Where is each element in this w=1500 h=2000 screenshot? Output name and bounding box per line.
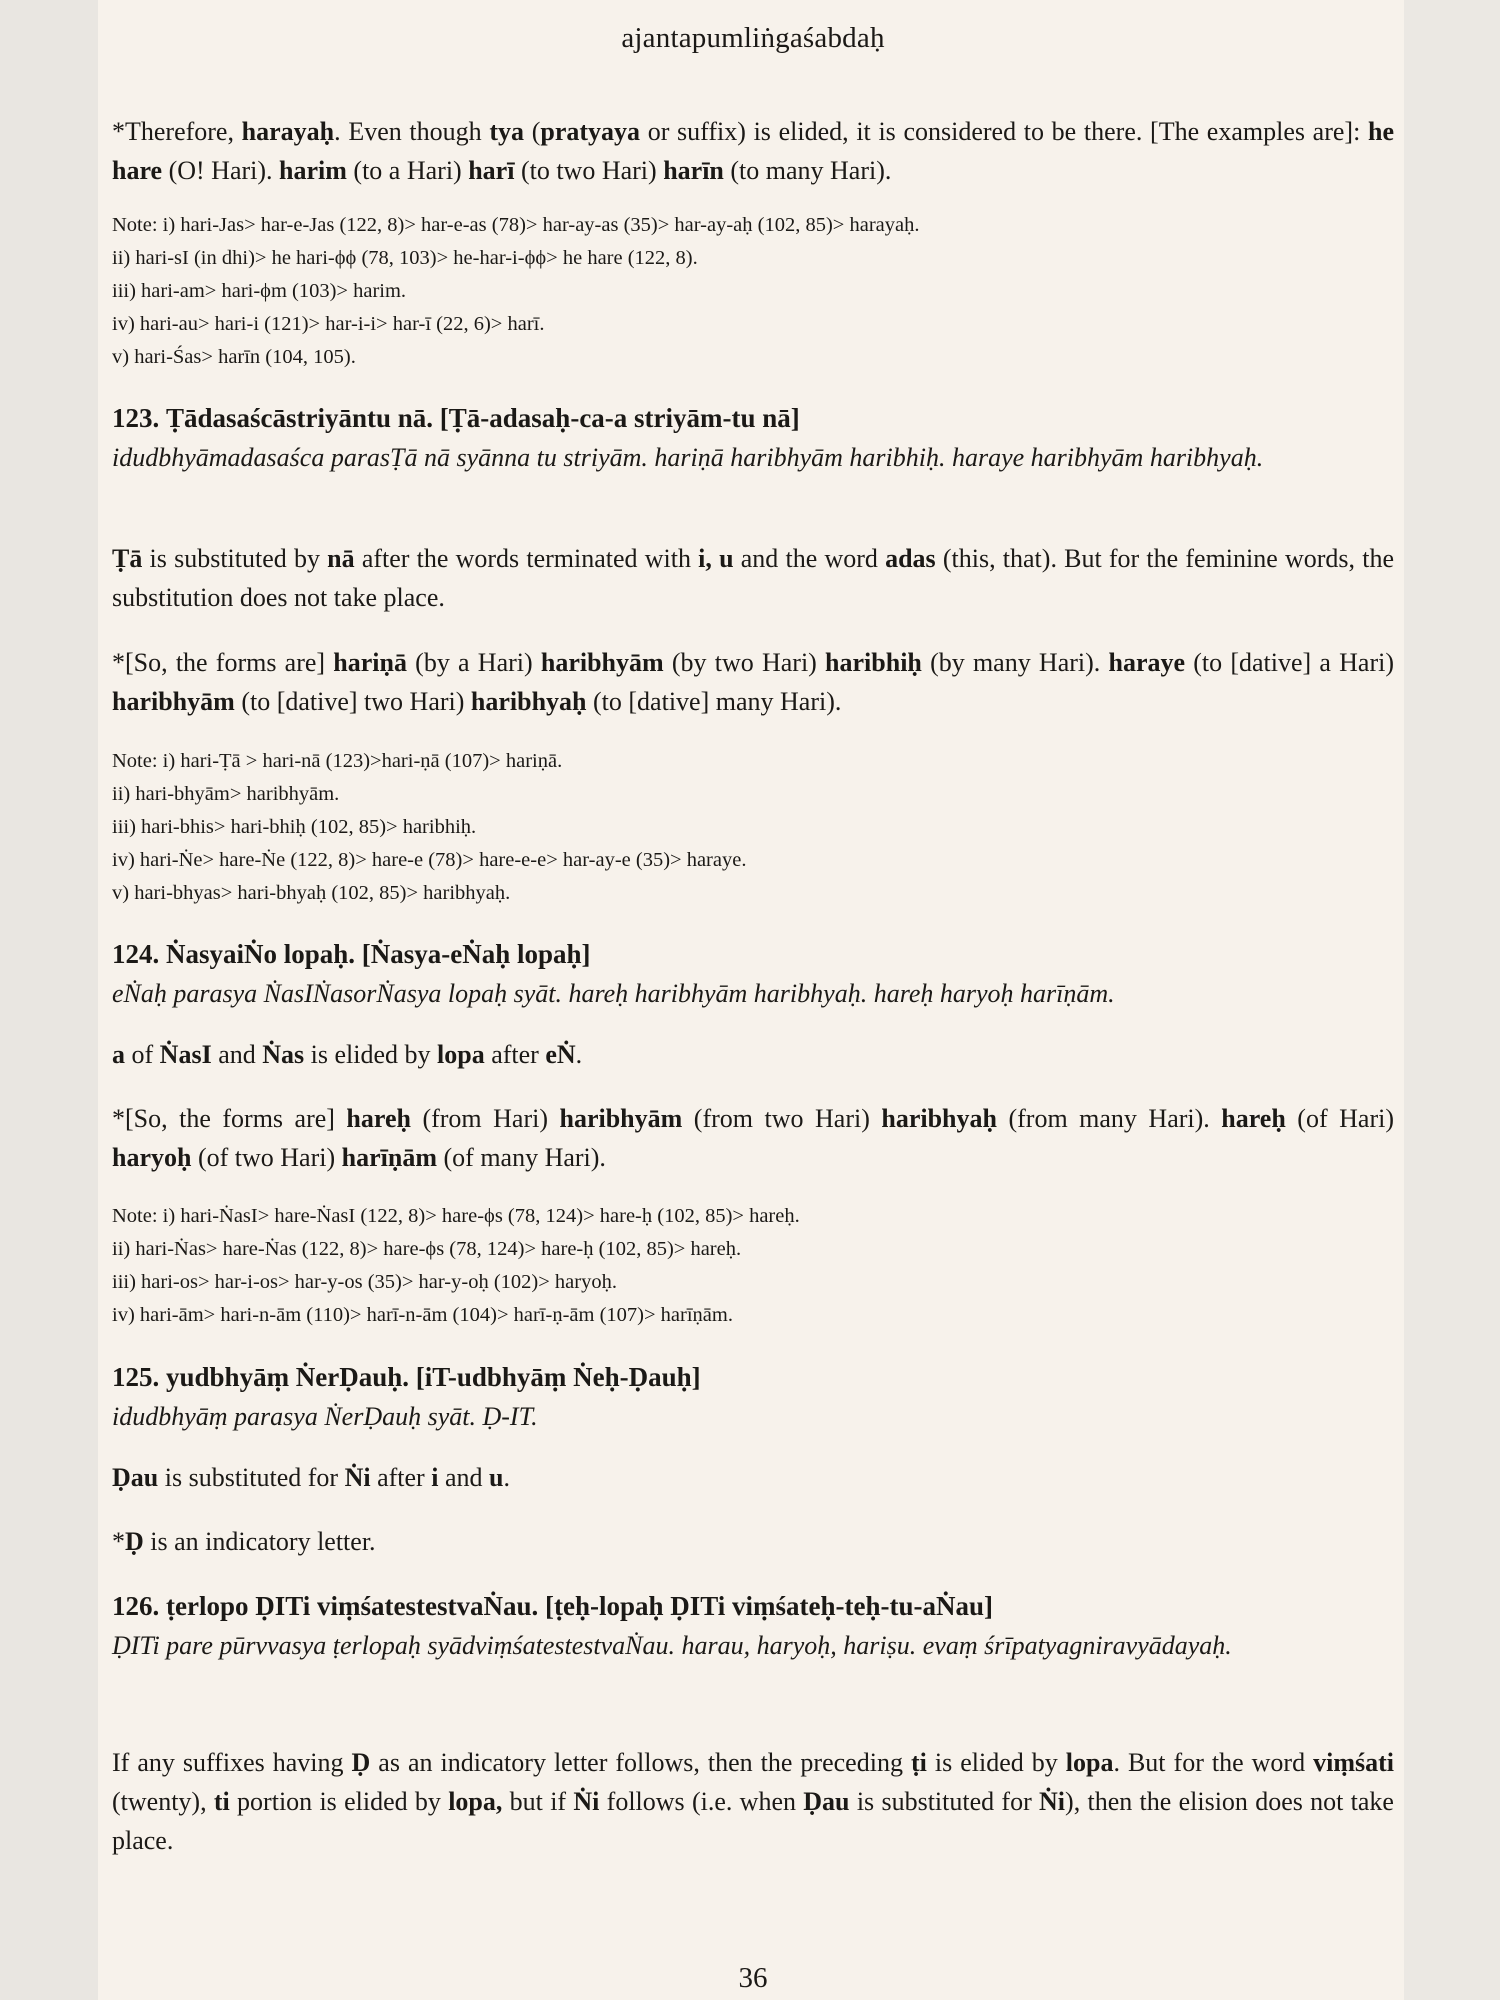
sutra-title: 125. yudbhyāṃ ṄerḌauḥ. [iT-udbhyāṃ Ṅeḥ-Ḍauḥ] xyxy=(112,1362,701,1392)
bold-term: Ḍau xyxy=(803,1787,850,1816)
bold-term: harīṇām xyxy=(341,1143,437,1172)
note-line: iii) hari-bhis> hari-bhiḥ (102, 85)> haribhiḥ. xyxy=(112,816,477,838)
bold-term: hareḥ xyxy=(1221,1104,1286,1133)
bold-term: haribhyaḥ xyxy=(470,687,587,716)
sutra-124-explanation xyxy=(112,1035,1394,1074)
text-run: as an indicatory letter follows, then the preceding xyxy=(370,1748,911,1777)
bold-term: Ṅi xyxy=(344,1463,371,1492)
text-run: ( xyxy=(524,117,541,146)
note-line: Note: i) hari-Ṭā > hari-nā (123)>hari-ṇā (107)> hariṇā. xyxy=(112,750,563,772)
page-content xyxy=(112,0,1394,2000)
explanation-paragraph xyxy=(112,1458,1394,1497)
text-run: . xyxy=(575,1040,583,1069)
text-run: and xyxy=(438,1463,489,1492)
intro-paragraph xyxy=(112,112,1394,190)
bold-term: haribhyām xyxy=(112,687,235,716)
sutra-123 xyxy=(112,398,1394,478)
bold-term: haribhyām xyxy=(559,1104,683,1133)
text-run: *Therefore, xyxy=(112,117,242,146)
text-run: (of two Hari) xyxy=(191,1143,342,1172)
text-run: (to many Hari). xyxy=(723,156,892,185)
note-line: v) hari-bhyas> hari-bhyaḥ (102, 85)> haribhyaḥ. xyxy=(112,882,511,904)
text-run: of xyxy=(125,1040,160,1069)
sutra-125-indicatory xyxy=(112,1522,1394,1561)
text-run: (by a Hari) xyxy=(406,648,541,677)
bold-term: Ṅi xyxy=(573,1787,600,1816)
text-run: (by many Hari). xyxy=(921,648,1109,677)
text-run: (to two Hari) xyxy=(514,156,664,185)
bold-term: adas xyxy=(885,544,936,573)
bold-term: a xyxy=(112,1040,125,1069)
text-run: * xyxy=(112,1527,125,1556)
text-run: If any suffixes having xyxy=(112,1748,352,1777)
bold-term: Ṭā xyxy=(112,544,143,573)
text-run: . But for the word xyxy=(1113,1748,1314,1777)
text-run: after the words terminated with xyxy=(354,544,699,573)
text-run: is elided by xyxy=(926,1748,1066,1777)
text-run: is substituted for xyxy=(158,1463,345,1492)
bold-term: ṄasI xyxy=(159,1040,212,1069)
text-run: after xyxy=(370,1463,432,1492)
text-run: (of many Hari). xyxy=(437,1143,606,1172)
bold-term: he hare xyxy=(112,117,1394,185)
sutra-title: 124. ṄasyaiṄo lopaḥ. [Ṅasya-eṄaḥ lopaḥ] xyxy=(112,939,591,969)
text-run: (to [dative] two Hari) xyxy=(234,687,471,716)
text-run: *[So, the forms are] xyxy=(112,1104,347,1133)
sutra-123-explanation xyxy=(112,539,1394,617)
text-run: after xyxy=(484,1040,546,1069)
text-run: (twenty), xyxy=(112,1787,214,1816)
bold-term: lopa, xyxy=(448,1787,503,1816)
note-line: ii) hari-sI (in dhi)> he hari-ϕϕ (78, 103)> he-har-i-ϕϕ> he hare (122, 8). xyxy=(112,247,698,269)
explanation-paragraph xyxy=(112,1743,1394,1860)
note-line: iv) hari-Ṅe> hare-Ṅe (122, 8)> hare-e (78)> hare-e-e> har-ay-e (35)> haraye. xyxy=(112,849,747,871)
bold-term: Ṅas xyxy=(262,1040,305,1069)
bold-term: haryoḥ xyxy=(112,1143,192,1172)
text-run: (O! Hari). xyxy=(162,156,280,185)
bold-term: hareḥ xyxy=(346,1104,411,1133)
bold-term: haribhyām xyxy=(540,648,664,677)
sutra-124-forms xyxy=(112,1099,1394,1177)
forms-paragraph xyxy=(112,643,1394,721)
text-run: (from two Hari) xyxy=(682,1104,882,1133)
text-run: (to [dative] a Hari) xyxy=(1185,648,1395,677)
note-line: Note: i) hari-Jas> har-e-Jas (122, 8)> har-e-as (78)> har-ay-as (35)> har-ay-aḥ (102, 85)> harayaḥ. xyxy=(112,214,920,236)
bold-term: ṭi xyxy=(910,1748,927,1777)
text-run: (this, that). But for the feminine words, the substitution does not take place. xyxy=(112,544,1394,612)
text-run: *[So, the forms are] xyxy=(112,648,334,677)
bold-term: i, u xyxy=(698,544,734,573)
text-run: . xyxy=(503,1463,510,1492)
text-run: but if xyxy=(502,1787,574,1816)
sutra-124 xyxy=(112,934,1394,1014)
page-number: 36 xyxy=(738,1962,768,1994)
text-run: and xyxy=(211,1040,263,1069)
sutra-vrtti: idudbhyāmadasaśca parasṬā nā syānna tu striyām. hariṇā haribhyām haribhiḥ. haraye haribhyām haribhyaḥ. xyxy=(112,443,1264,472)
intro-section xyxy=(112,112,1394,190)
bold-term: i xyxy=(431,1463,439,1492)
sutra-title: 126. ṭerlopo ḌITi viṃśatestestvaṄau. [ṭeḥ-lopaḥ ḌITi viṃśateḥ-teḥ-tu-aṄau] xyxy=(112,1591,993,1621)
bold-term: u xyxy=(489,1463,504,1492)
text-run: is an indicatory letter. xyxy=(143,1527,376,1556)
sutra-126-explanation xyxy=(112,1743,1394,1860)
sutra-title: 123. Ṭādasaścāstriyāntu nā. [Ṭā-adasaḥ-ca-a striyām-tu nā] xyxy=(112,403,800,433)
text-run: or suffix) is elided, it is considered to be there. [The examples are]: xyxy=(640,117,1368,146)
text-run: is substituted for xyxy=(849,1787,1040,1816)
text-run: ), then the elision does not take place. xyxy=(112,1787,1394,1855)
text-run: portion is elided by xyxy=(229,1787,449,1816)
note-line: v) hari-Śas> harīn (104, 105). xyxy=(112,346,356,368)
explanation-paragraph xyxy=(112,1035,1394,1074)
sutra-124-notes xyxy=(112,1200,1394,1332)
text-run: . Even though xyxy=(334,117,490,146)
bold-term: harim xyxy=(279,156,347,185)
bold-term: haribhiḥ xyxy=(825,648,922,677)
text-run: (from many Hari). xyxy=(996,1104,1222,1133)
bold-term: nā xyxy=(327,544,355,573)
bold-term: haribhyaḥ xyxy=(881,1104,997,1133)
sutra-125-explanation xyxy=(112,1458,1394,1497)
sutra-123-notes xyxy=(112,745,1394,910)
bold-term: ti xyxy=(213,1787,230,1816)
sutra-vrtti: eṄaḥ parasya ṄasIṄasorṄasya lopaḥ syāt. hareḥ haribhyām haribhyaḥ. hareḥ haryoḥ harīṇām. xyxy=(112,979,1115,1008)
bold-term: hariṇā xyxy=(333,648,407,677)
text-run: (from Hari) xyxy=(410,1104,560,1133)
running-head: ajantapumliṅgaśabdaḥ xyxy=(621,22,885,54)
note-122 xyxy=(112,209,1394,374)
bold-term: Ḍ xyxy=(125,1527,144,1556)
sutra-vrtti: idudbhyāṃ parasya ṄerḌauḥ syāt. Ḍ-IT. xyxy=(112,1402,538,1431)
bold-term: Ḍau xyxy=(112,1463,159,1492)
bold-term: harī xyxy=(468,156,515,185)
note-line: iii) hari-os> har-i-os> har-y-os (35)> har-y-oḥ (102)> haryoḥ. xyxy=(112,1271,617,1293)
text-run: and the word xyxy=(733,544,886,573)
text-run: (of Hari) xyxy=(1285,1104,1394,1133)
note-line: iv) hari-au> hari-i (121)> har-i-i> har-ī (22, 6)> harī. xyxy=(112,313,545,335)
bold-term: harīn xyxy=(663,156,724,185)
explanation-paragraph xyxy=(112,539,1394,617)
note-line: ii) hari-bhyām> haribhyām. xyxy=(112,783,340,805)
bold-term: pratyaya xyxy=(540,117,641,146)
bold-term: viṃśati xyxy=(1313,1748,1394,1777)
sutra-125 xyxy=(112,1357,1394,1437)
bold-term: lopa xyxy=(437,1040,485,1069)
bold-term: lopa xyxy=(1065,1748,1114,1777)
note-line: iii) hari-am> hari-ϕm (103)> harim. xyxy=(112,280,407,302)
text-run: follows (i.e. when xyxy=(599,1787,804,1816)
note-line: ii) hari-Ṅas> hare-Ṅas (122, 8)> hare-ϕs (78, 124)> hare-ḥ (102, 85)> hareḥ. xyxy=(112,1238,742,1260)
bold-term: Ḍ xyxy=(351,1748,371,1777)
bold-term: eṄ xyxy=(545,1040,576,1069)
forms-paragraph xyxy=(112,1099,1394,1177)
sutra-123-forms xyxy=(112,643,1394,721)
note-line: Note: i) hari-ṄasI> hare-ṄasI (122, 8)> hare-ϕs (78, 124)> hare-ḥ (102, 85)> hareḥ. xyxy=(112,1205,800,1227)
page-edge xyxy=(1404,0,1500,2000)
bold-term: harayaḥ xyxy=(241,117,335,146)
bold-term: tya xyxy=(489,117,525,146)
indicatory-note xyxy=(112,1522,1394,1561)
sutra-126 xyxy=(112,1586,1394,1666)
text-run: (by two Hari) xyxy=(663,648,826,677)
note-line: iv) hari-ām> hari-n-ām (110)> harī-n-ām (104)> harī-ṇ-ām (107)> harīṇām. xyxy=(112,1304,733,1326)
text-run: (to [dative] many Hari). xyxy=(586,687,842,716)
bold-term: haraye xyxy=(1108,648,1186,677)
bold-term: Ṅi xyxy=(1039,1787,1066,1816)
sutra-vrtti: ḌITi pare pūrvvasya ṭerlopaḥ syādviṃśatestestvaṄau. harau, haryoḥ, hariṣu. evaṃ śrīpatyagniravyādayaḥ. xyxy=(112,1631,1232,1660)
text-run: (to a Hari) xyxy=(346,156,469,185)
text-run: is substituted by xyxy=(142,544,328,573)
text-run: is elided by xyxy=(304,1040,438,1069)
